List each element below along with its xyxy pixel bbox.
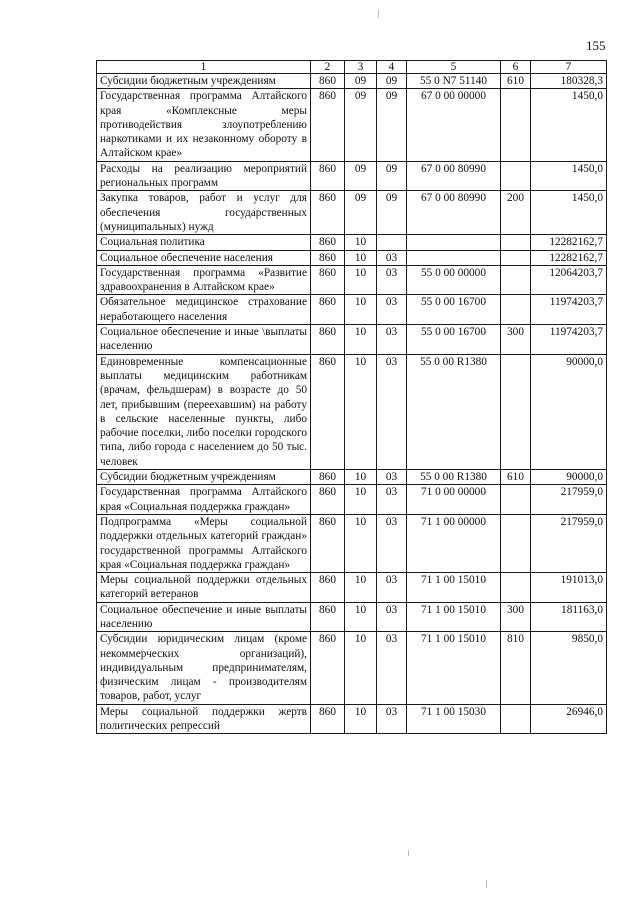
- target-article-cell: [407, 250, 501, 265]
- amount-cell: 1450,0: [531, 191, 607, 235]
- expense-type-cell: [501, 354, 531, 469]
- row-name-cell: Социальное обеспечение и иные \выплаты населению: [97, 325, 311, 355]
- ministry-code-cell: 860: [311, 265, 345, 295]
- expense-type-cell: [501, 573, 531, 603]
- section-code-cell: 10: [345, 514, 377, 572]
- table-row: [97, 191, 607, 235]
- table-row: [97, 573, 607, 603]
- ministry-code-cell: 860: [311, 74, 345, 89]
- amount-cell: 26946,0: [531, 704, 607, 734]
- scan-mark: [486, 880, 487, 888]
- ministry-code-cell: 860: [311, 161, 345, 191]
- target-article-cell: 71 1 00 15010: [407, 632, 501, 704]
- table-row: [97, 235, 607, 250]
- subsection-code-cell: 03: [377, 602, 407, 632]
- amount-cell: 180328,3: [531, 74, 607, 89]
- section-code-cell: 10: [345, 470, 377, 485]
- column-header: 5: [407, 61, 501, 74]
- subsection-code-cell: 03: [377, 704, 407, 734]
- expense-type-cell: [501, 161, 531, 191]
- amount-cell: 90000,0: [531, 470, 607, 485]
- table-row: [97, 89, 607, 161]
- expense-type-cell: [501, 250, 531, 265]
- target-article-cell: 55 0 00 16700: [407, 325, 501, 355]
- ministry-code-cell: 860: [311, 704, 345, 734]
- subsection-code-cell: [377, 235, 407, 250]
- amount-cell: 11974203,7: [531, 295, 607, 325]
- ministry-code-cell: 860: [311, 354, 345, 469]
- ministry-code-cell: 860: [311, 485, 345, 515]
- table-row: [97, 325, 607, 355]
- table-row: [97, 161, 607, 191]
- subsection-code-cell: 03: [377, 573, 407, 603]
- column-header: 1: [97, 61, 311, 74]
- ministry-code-cell: 860: [311, 470, 345, 485]
- row-name-cell: Государственная программа Алтайского края «Социальная поддержка граждан»: [97, 485, 311, 515]
- section-code-cell: 09: [345, 89, 377, 161]
- subsection-code-cell: 03: [377, 485, 407, 515]
- target-article-cell: 55 0 00 16700: [407, 295, 501, 325]
- ministry-code-cell: 860: [311, 295, 345, 325]
- table-row: [97, 265, 607, 295]
- section-code-cell: 10: [345, 704, 377, 734]
- section-code-cell: 10: [345, 235, 377, 250]
- amount-cell: 90000,0: [531, 354, 607, 469]
- amount-cell: 1450,0: [531, 89, 607, 161]
- amount-cell: 9850,0: [531, 632, 607, 704]
- table-row: [97, 470, 607, 485]
- target-article-cell: 55 0 00 00000: [407, 265, 501, 295]
- ministry-code-cell: 860: [311, 235, 345, 250]
- expense-type-cell: 200: [501, 191, 531, 235]
- target-article-cell: 55 0 00 R1380: [407, 354, 501, 469]
- subsection-code-cell: 03: [377, 470, 407, 485]
- expense-type-cell: [501, 295, 531, 325]
- amount-cell: 12064203,7: [531, 265, 607, 295]
- subsection-code-cell: 03: [377, 265, 407, 295]
- row-name-cell: Государственная программа «Развитие здравоохранения в Алтайском крае»: [97, 265, 311, 295]
- ministry-code-cell: 860: [311, 602, 345, 632]
- section-code-cell: 10: [345, 354, 377, 469]
- column-header: 7: [531, 61, 607, 74]
- target-article-cell: 71 0 00 00000: [407, 485, 501, 515]
- target-article-cell: 67 0 00 80990: [407, 161, 501, 191]
- amount-cell: 12282162,7: [531, 250, 607, 265]
- row-name-cell: Субсидии юридическим лицам (кроме некоммерческих организаций), индивидуальным предпринимателям, физическим лицам - производителям товаров, работ, услуг: [97, 632, 311, 704]
- row-name-cell: Закупка товаров, работ и услуг для обеспечения государственных (муниципальных) нужд: [97, 191, 311, 235]
- target-article-cell: 71 1 00 00000: [407, 514, 501, 572]
- row-name-cell: Социальная политика: [97, 235, 311, 250]
- section-code-cell: 10: [345, 485, 377, 515]
- expense-type-cell: [501, 265, 531, 295]
- table-row: [97, 250, 607, 265]
- row-name-cell: Меры социальной поддержки жертв политических репрессий: [97, 704, 311, 734]
- amount-cell: 1450,0: [531, 161, 607, 191]
- expense-type-cell: [501, 89, 531, 161]
- expense-type-cell: [501, 235, 531, 250]
- scan-mark: [378, 10, 379, 18]
- target-article-cell: 71 1 00 15010: [407, 602, 501, 632]
- ministry-code-cell: 860: [311, 573, 345, 603]
- amount-cell: 181163,0: [531, 602, 607, 632]
- subsection-code-cell: 09: [377, 74, 407, 89]
- table-row: [97, 602, 607, 632]
- subsection-code-cell: 03: [377, 514, 407, 572]
- ministry-code-cell: 860: [311, 514, 345, 572]
- amount-cell: 217959,0: [531, 485, 607, 515]
- subsection-code-cell: 03: [377, 325, 407, 355]
- column-header: 6: [501, 61, 531, 74]
- section-code-cell: 09: [345, 161, 377, 191]
- row-name-cell: Обязательное медицинское страхование неработающего населения: [97, 295, 311, 325]
- expense-type-cell: 610: [501, 470, 531, 485]
- ministry-code-cell: 860: [311, 250, 345, 265]
- section-code-cell: 10: [345, 265, 377, 295]
- table-row: [97, 514, 607, 572]
- section-code-cell: 09: [345, 74, 377, 89]
- section-code-cell: 10: [345, 250, 377, 265]
- column-header: 4: [377, 61, 407, 74]
- subsection-code-cell: 03: [377, 295, 407, 325]
- header-row: [97, 61, 607, 74]
- row-name-cell: Субсидии бюджетным учреждениям: [97, 74, 311, 89]
- subsection-code-cell: 03: [377, 354, 407, 469]
- section-code-cell: 10: [345, 295, 377, 325]
- page-number: 155: [586, 38, 606, 53]
- ministry-code-cell: 860: [311, 325, 345, 355]
- target-article-cell: 71 1 00 15010: [407, 573, 501, 603]
- table-row: [97, 704, 607, 734]
- section-code-cell: 10: [345, 602, 377, 632]
- expense-type-cell: 300: [501, 602, 531, 632]
- amount-cell: 12282162,7: [531, 235, 607, 250]
- subsection-code-cell: 03: [377, 632, 407, 704]
- target-article-cell: 67 0 00 80990: [407, 191, 501, 235]
- row-name-cell: Расходы на реализацию мероприятий региональных программ: [97, 161, 311, 191]
- table-row: [97, 632, 607, 704]
- expense-type-cell: [501, 514, 531, 572]
- ministry-code-cell: 860: [311, 191, 345, 235]
- scan-mark: [408, 850, 409, 856]
- row-name-cell: Подпрограмма «Меры социальной поддержки отдельных категорий граждан» государственной программы Алтайского края «Социальная поддержка граждан»: [97, 514, 311, 572]
- subsection-code-cell: 09: [377, 89, 407, 161]
- target-article-cell: 67 0 00 00000: [407, 89, 501, 161]
- expense-type-cell: 300: [501, 325, 531, 355]
- target-article-cell: 55 0 00 R1380: [407, 470, 501, 485]
- expense-type-cell: 610: [501, 74, 531, 89]
- expense-type-cell: 810: [501, 632, 531, 704]
- section-code-cell: 10: [345, 325, 377, 355]
- expense-type-cell: [501, 704, 531, 734]
- budget-table: [96, 60, 607, 734]
- ministry-code-cell: 860: [311, 632, 345, 704]
- amount-cell: 11974203,7: [531, 325, 607, 355]
- section-code-cell: 10: [345, 573, 377, 603]
- table-row: [97, 354, 607, 469]
- subsection-code-cell: 09: [377, 161, 407, 191]
- target-article-cell: [407, 235, 501, 250]
- table-row: [97, 485, 607, 515]
- expense-type-cell: [501, 485, 531, 515]
- row-name-cell: Социальное обеспечение и иные выплаты населению: [97, 602, 311, 632]
- target-article-cell: 71 1 00 15030: [407, 704, 501, 734]
- subsection-code-cell: 09: [377, 191, 407, 235]
- subsection-code-cell: 03: [377, 250, 407, 265]
- column-header: 3: [345, 61, 377, 74]
- row-name-cell: Государственная программа Алтайского края «Комплексные меры противодействия злоупотреблению наркотиками и их незаконному обороту в Алтайском крае»: [97, 89, 311, 161]
- amount-cell: 217959,0: [531, 514, 607, 572]
- row-name-cell: Субсидии бюджетным учреждениям: [97, 470, 311, 485]
- row-name-cell: Социальное обеспечение населения: [97, 250, 311, 265]
- row-name-cell: Единовременные компенсационные выплаты медицинским работникам (врачам, фельдшерам) в возрасте до 50 лет, прибывшим (переехавшим) на работу в сельские населенные пункты, либо рабочие поселки, либо поселки городского типа, либо города с населением до 50 тыс. человек: [97, 354, 311, 469]
- ministry-code-cell: 860: [311, 89, 345, 161]
- target-article-cell: 55 0 N7 51140: [407, 74, 501, 89]
- row-name-cell: Меры социальной поддержки отдельных категорий ветеранов: [97, 573, 311, 603]
- table-row: [97, 295, 607, 325]
- column-header: 2: [311, 61, 345, 74]
- section-code-cell: 09: [345, 191, 377, 235]
- amount-cell: 191013,0: [531, 573, 607, 603]
- section-code-cell: 10: [345, 632, 377, 704]
- table-row: [97, 74, 607, 89]
